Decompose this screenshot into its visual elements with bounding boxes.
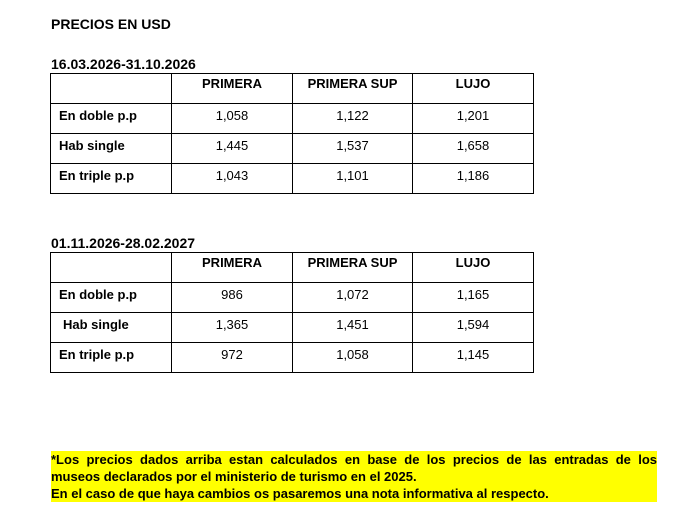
price-cell: 1,201 — [413, 104, 534, 134]
price-cell: 1,445 — [172, 134, 293, 164]
header-lujo: LUJO — [413, 253, 534, 283]
price-cell: 972 — [172, 343, 293, 373]
table-row — [51, 343, 534, 373]
price-table-1 — [50, 73, 534, 194]
header-empty-cell — [51, 253, 172, 283]
price-cell: 1,594 — [413, 313, 534, 343]
price-cell: 1,145 — [413, 343, 534, 373]
note-line-2: museos declarados por el ministerio de turismo en el 2025. — [51, 469, 417, 484]
note-line-1: *Los precios dados arriba estan calculados en base de los precios de las entradas de los — [51, 452, 657, 467]
header-lujo: LUJO — [413, 74, 534, 104]
table-row — [51, 104, 534, 134]
table-header-row — [51, 253, 534, 283]
table-row — [51, 164, 534, 194]
table-row — [51, 313, 534, 343]
price-cell: 1,122 — [293, 104, 413, 134]
price-cell: 1,072 — [293, 283, 413, 313]
price-cell: 1,365 — [172, 313, 293, 343]
row-label: Hab single — [51, 134, 172, 164]
table-row — [51, 283, 534, 313]
row-label: En doble p.p — [51, 283, 172, 313]
table-header-row — [51, 74, 534, 104]
price-cell: 1,165 — [413, 283, 534, 313]
note-line-3-wrapper — [51, 485, 657, 502]
header-empty-cell — [51, 74, 172, 104]
note-line-2-wrapper — [51, 468, 657, 485]
header-primera-sup: PRIMERA SUP — [293, 74, 413, 104]
price-table-2 — [50, 252, 534, 373]
period-label-2: 01.11.2026-28.02.2027 — [51, 235, 196, 251]
price-cell: 1,186 — [413, 164, 534, 194]
header-primera: PRIMERA — [172, 74, 293, 104]
header-primera-sup: PRIMERA SUP — [293, 253, 413, 283]
price-cell: 986 — [172, 283, 293, 313]
price-cell: 1,058 — [293, 343, 413, 373]
highlighted-note — [51, 451, 657, 502]
period-label-1: 16.03.2026-31.10.2026 — [51, 56, 196, 72]
price-cell: 1,658 — [413, 134, 534, 164]
row-label: Hab single — [51, 313, 172, 343]
note-line-3: En el caso de que haya cambios os pasaremos una nota informativa al respecto. — [51, 486, 549, 501]
price-cell: 1,101 — [293, 164, 413, 194]
price-cell: 1,058 — [172, 104, 293, 134]
table-row — [51, 134, 534, 164]
price-cell: 1,537 — [293, 134, 413, 164]
row-label: En triple p.p — [51, 164, 172, 194]
price-cell: 1,451 — [293, 313, 413, 343]
header-primera: PRIMERA — [172, 253, 293, 283]
row-label: En triple p.p — [51, 343, 172, 373]
page-title: PRECIOS EN USD — [51, 16, 171, 32]
row-label: En doble p.p — [51, 104, 172, 134]
price-cell: 1,043 — [172, 164, 293, 194]
